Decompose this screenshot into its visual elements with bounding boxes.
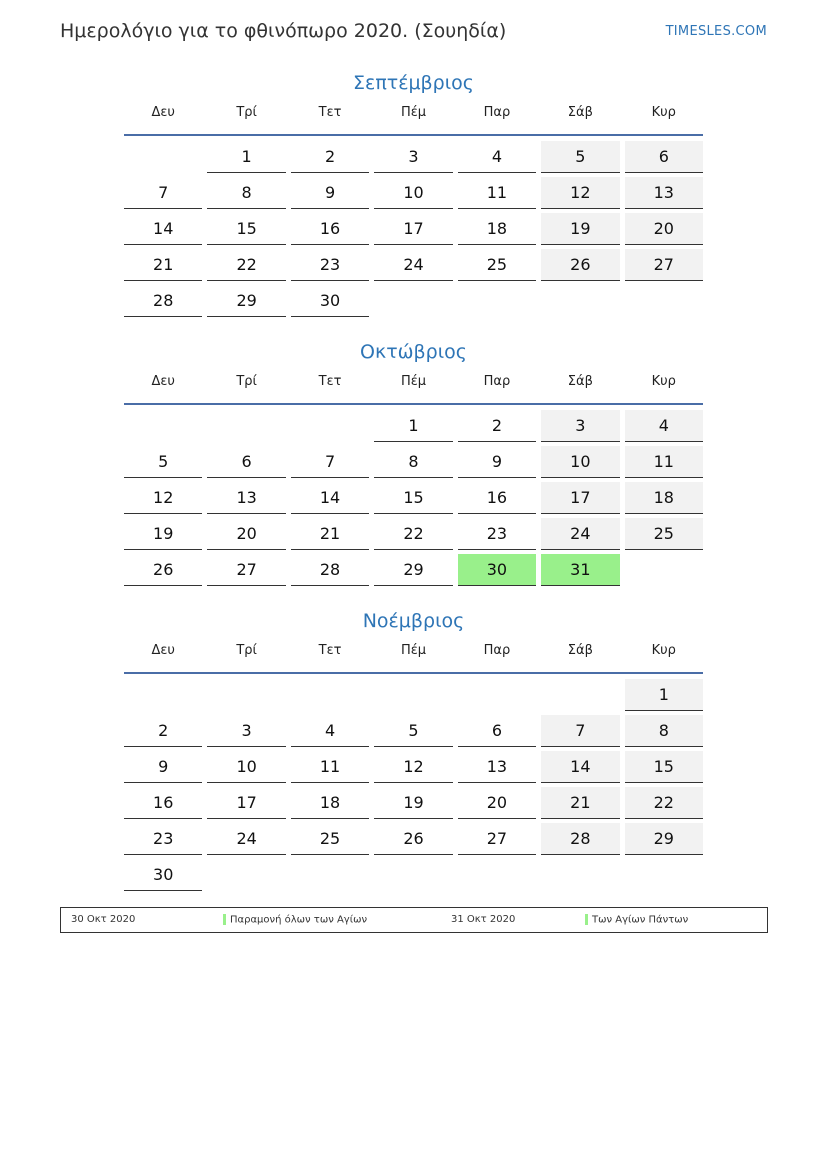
weekday-label: Τετ: [318, 105, 342, 120]
empty-cell: [291, 410, 369, 441]
day-cell[interactable]: 22: [207, 249, 285, 281]
weekday-label: Παρ: [483, 374, 511, 389]
day-grid: [124, 679, 703, 891]
day-cell[interactable]: 17: [374, 213, 452, 245]
weekday-header: [124, 636, 703, 674]
day-cell[interactable]: 24: [374, 249, 452, 281]
day-cell[interactable]: 22: [374, 518, 452, 550]
empty-cell: [291, 679, 369, 710]
empty-cell: [374, 285, 452, 316]
day-cell[interactable]: 2: [124, 715, 202, 747]
month-november: [124, 606, 703, 891]
day-cell[interactable]: 9: [291, 177, 369, 209]
day-cell[interactable]: 28: [291, 554, 369, 586]
day-cell[interactable]: 21: [124, 249, 202, 281]
day-cell[interactable]: 9: [458, 446, 536, 478]
day-cell[interactable]: 2: [291, 141, 369, 173]
weekday-label: Κυρ: [651, 643, 676, 658]
day-cell[interactable]: 17: [541, 482, 619, 514]
day-cell[interactable]: 21: [291, 518, 369, 550]
month-september: [124, 68, 703, 317]
empty-cell: [291, 859, 369, 890]
empty-cell: [541, 859, 619, 890]
day-cell[interactable]: 8: [207, 177, 285, 209]
day-cell[interactable]: 1: [625, 679, 703, 711]
day-cell[interactable]: 23: [124, 823, 202, 855]
day-cell[interactable]: 19: [541, 213, 619, 245]
day-cell[interactable]: 3: [541, 410, 619, 442]
day-cell[interactable]: 10: [374, 177, 452, 209]
legend-date: 30 Οκτ 2020: [71, 914, 136, 925]
month-name: Νοέμβριος: [362, 610, 465, 632]
legend-holiday: [223, 914, 367, 926]
legend-holiday: [585, 914, 688, 926]
empty-cell: [458, 679, 536, 710]
day-cell[interactable]: 19: [374, 787, 452, 819]
empty-cell: [124, 141, 202, 172]
day-cell[interactable]: 4: [458, 141, 536, 173]
day-cell[interactable]: 27: [625, 249, 703, 281]
day-cell[interactable]: 6: [625, 141, 703, 173]
day-cell[interactable]: 15: [374, 482, 452, 514]
day-grid: [124, 141, 703, 317]
day-cell[interactable]: 30: [291, 285, 369, 317]
holiday-color-swatch: [223, 914, 226, 925]
day-cell[interactable]: 13: [625, 177, 703, 209]
day-cell[interactable]: 14: [124, 213, 202, 245]
day-cell[interactable]: 16: [124, 787, 202, 819]
day-cell[interactable]: 6: [458, 715, 536, 747]
weekday-label: Παρ: [483, 643, 511, 658]
day-cell[interactable]: 15: [207, 213, 285, 245]
day-cell[interactable]: 21: [541, 787, 619, 819]
day-cell[interactable]: 15: [625, 751, 703, 783]
day-cell[interactable]: 4: [291, 715, 369, 747]
day-grid: [124, 410, 703, 586]
day-cell[interactable]: 19: [124, 518, 202, 550]
day-cell[interactable]: 16: [291, 213, 369, 245]
day-cell[interactable]: 6: [207, 446, 285, 478]
weekday-label: Κυρ: [651, 374, 676, 389]
empty-cell: [541, 679, 619, 710]
legend-holiday-name: Παραμονή όλων των Αγίων: [230, 914, 368, 926]
day-cell[interactable]: 20: [625, 213, 703, 245]
day-cell[interactable]: 14: [541, 751, 619, 783]
empty-cell: [124, 679, 202, 710]
day-cell[interactable]: 9: [124, 751, 202, 783]
weekday-label: Δευ: [151, 643, 175, 658]
day-cell[interactable]: 1: [207, 141, 285, 173]
day-cell[interactable]: 18: [291, 787, 369, 819]
day-cell[interactable]: 5: [374, 715, 452, 747]
weekday-label: Πέμ: [400, 105, 427, 120]
legend-holiday-name: Των Αγίων Πάντων: [592, 914, 689, 926]
day-cell[interactable]: 17: [207, 787, 285, 819]
day-cell[interactable]: 4: [625, 410, 703, 442]
day-cell[interactable]: 18: [458, 213, 536, 245]
empty-cell: [458, 285, 536, 316]
day-cell[interactable]: 25: [291, 823, 369, 855]
empty-cell: [625, 554, 703, 585]
day-cell[interactable]: 12: [124, 482, 202, 514]
day-cell[interactable]: 2: [458, 410, 536, 442]
empty-cell: [541, 285, 619, 316]
empty-cell: [458, 859, 536, 890]
day-cell[interactable]: 5: [541, 141, 619, 173]
day-cell[interactable]: 25: [458, 249, 536, 281]
day-cell[interactable]: 8: [625, 715, 703, 747]
empty-cell: [124, 410, 202, 441]
weekday-label: Πέμ: [400, 643, 427, 658]
weekday-label: Παρ: [483, 105, 511, 120]
weekday-header: [124, 98, 703, 136]
weekday-label: Δευ: [151, 374, 175, 389]
empty-cell: [207, 679, 285, 710]
day-cell[interactable]: 28: [541, 823, 619, 855]
weekday-label: Σάβ: [567, 374, 593, 389]
day-cell[interactable]: 13: [458, 751, 536, 783]
day-cell[interactable]: 14: [291, 482, 369, 514]
day-cell[interactable]: 8: [374, 446, 452, 478]
month-october: [124, 337, 703, 586]
day-cell[interactable]: 3: [207, 715, 285, 747]
day-cell[interactable]: 7: [291, 446, 369, 478]
day-cell[interactable]: 29: [207, 285, 285, 317]
empty-cell: [207, 410, 285, 441]
empty-cell: [625, 285, 703, 316]
day-cell[interactable]: 1: [374, 410, 452, 442]
day-cell[interactable]: 20: [458, 787, 536, 819]
day-cell[interactable]: 5: [124, 446, 202, 478]
legend-date: 31 Οκτ 2020: [451, 914, 516, 925]
day-cell[interactable]: 7: [541, 715, 619, 747]
day-cell[interactable]: 25: [625, 518, 703, 550]
day-cell[interactable]: 11: [291, 751, 369, 783]
weekday-label: Τρί: [236, 105, 257, 120]
day-cell[interactable]: 24: [207, 823, 285, 855]
month-name: Σεπτέμβριος: [353, 72, 474, 94]
day-cell[interactable]: 26: [374, 823, 452, 855]
day-cell[interactable]: 3: [374, 141, 452, 173]
day-cell[interactable]: 11: [458, 177, 536, 209]
weekday-label: Σάβ: [567, 643, 593, 658]
day-cell[interactable]: 31: [541, 554, 619, 586]
day-cell[interactable]: 27: [458, 823, 536, 855]
empty-cell: [374, 679, 452, 710]
day-cell[interactable]: 13: [207, 482, 285, 514]
day-cell[interactable]: 29: [374, 554, 452, 586]
day-cell[interactable]: 28: [124, 285, 202, 317]
weekday-label: Σάβ: [567, 105, 593, 120]
day-cell[interactable]: 23: [458, 518, 536, 550]
day-cell[interactable]: 23: [291, 249, 369, 281]
site-link[interactable]: TIMESLES.COM: [665, 24, 767, 39]
day-cell[interactable]: 30: [458, 554, 536, 586]
day-cell[interactable]: 26: [541, 249, 619, 281]
holiday-color-swatch: [585, 914, 588, 925]
empty-cell: [374, 859, 452, 890]
day-cell[interactable]: 24: [541, 518, 619, 550]
day-cell[interactable]: 7: [124, 177, 202, 209]
day-cell[interactable]: 16: [458, 482, 536, 514]
day-cell[interactable]: 11: [625, 446, 703, 478]
weekday-label: Τρί: [236, 643, 257, 658]
weekday-header: [124, 367, 703, 405]
day-cell[interactable]: 10: [541, 446, 619, 478]
weekday-label: Κυρ: [651, 105, 676, 120]
holiday-legend: [60, 907, 768, 933]
weekday-label: Τετ: [318, 374, 342, 389]
page-title: Ημερολόγιο για το φθινόπωρο 2020. (Σουηδία): [60, 20, 507, 42]
weekday-label: Τρί: [236, 374, 257, 389]
weekday-label: Τετ: [318, 643, 342, 658]
weekday-label: Δευ: [151, 105, 175, 120]
empty-cell: [625, 859, 703, 890]
day-cell[interactable]: 29: [625, 823, 703, 855]
day-cell[interactable]: 30: [124, 859, 202, 891]
empty-cell: [207, 859, 285, 890]
day-cell[interactable]: 22: [625, 787, 703, 819]
day-cell[interactable]: 27: [207, 554, 285, 586]
day-cell[interactable]: 20: [207, 518, 285, 550]
day-cell[interactable]: 18: [625, 482, 703, 514]
weekday-label: Πέμ: [400, 374, 427, 389]
day-cell[interactable]: 10: [207, 751, 285, 783]
day-cell[interactable]: 12: [374, 751, 452, 783]
month-name: Οκτώβριος: [360, 341, 467, 363]
day-cell[interactable]: 12: [541, 177, 619, 209]
day-cell[interactable]: 26: [124, 554, 202, 586]
